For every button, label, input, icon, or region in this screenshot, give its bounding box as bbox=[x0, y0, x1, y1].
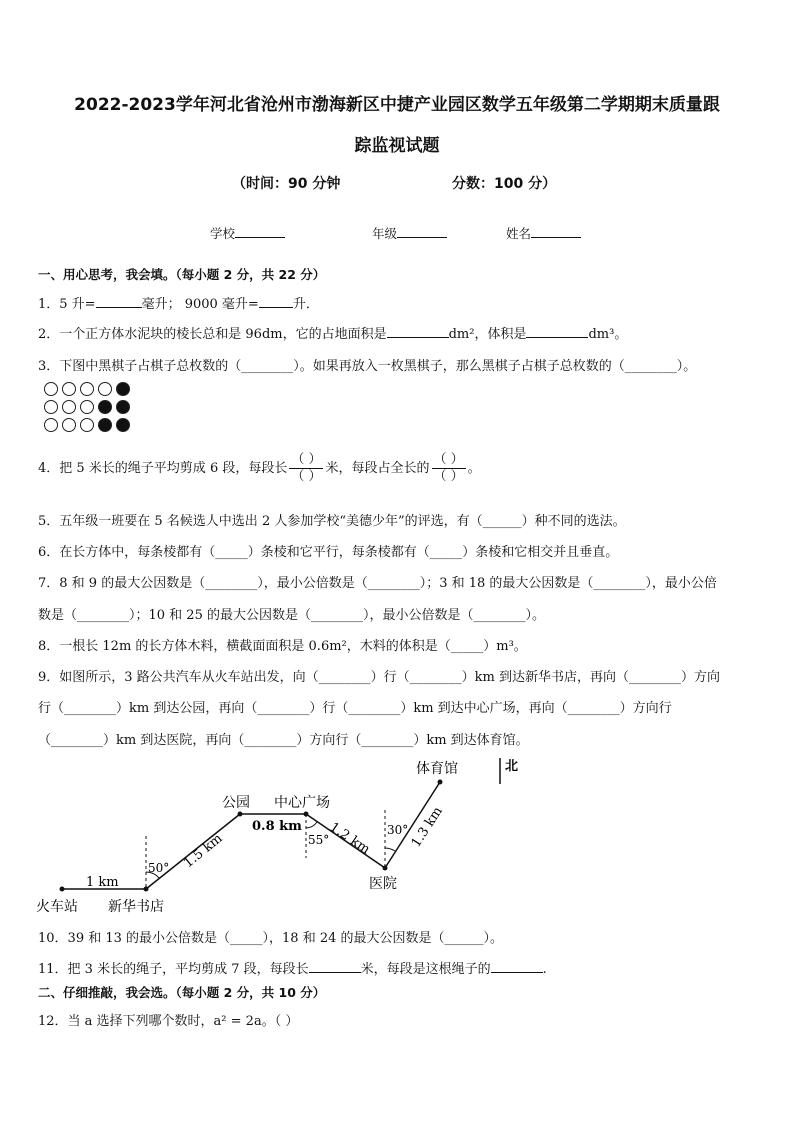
section-2-heading: 二、仔细推敲，我会选。（每小题 2 分，共 10 分） bbox=[38, 985, 326, 1000]
q11-text-a: 11．把 3 米长的绳子，平均剪成 7 段，每段长 bbox=[38, 962, 309, 977]
q4-text-b: 米，每段占全长的 bbox=[325, 461, 430, 476]
black-stone bbox=[116, 400, 130, 414]
gym-point bbox=[438, 780, 443, 785]
time-label: （时间：90 分钟 bbox=[232, 176, 341, 192]
question-10: 10．39 和 13 的最小公倍数是（_____），18 和 24 的最大公因数是（______）。 bbox=[38, 931, 504, 946]
question-3: 3．下图中黑棋子占棋子总枚数的（________）。如果再放入一枚黑棋子，那么黑棋子占棋子总枚数的（________）。 bbox=[38, 359, 697, 374]
angle-arc-3 bbox=[385, 848, 395, 851]
station-point bbox=[60, 887, 65, 892]
white-stone bbox=[44, 400, 58, 414]
question-7-line2: 数是（________）；10 和 25 的最大公因数是（________），最小公倍数是（________）。 bbox=[38, 608, 545, 623]
name-field[interactable] bbox=[531, 226, 581, 238]
park-label: 公园 bbox=[222, 795, 250, 811]
white-stone bbox=[98, 382, 112, 396]
q4-fraction-2-num[interactable]: （ ） bbox=[433, 452, 464, 467]
hospital-label: 医院 bbox=[369, 876, 397, 892]
station-label: 火车站 bbox=[36, 899, 78, 915]
school-field[interactable] bbox=[235, 226, 285, 238]
white-stone bbox=[44, 382, 58, 396]
q4-fraction-2-den[interactable]: （ ） bbox=[433, 469, 464, 484]
question-4 bbox=[38, 452, 481, 485]
q2-blank-1[interactable] bbox=[387, 325, 449, 338]
question-2 bbox=[38, 323, 627, 342]
park-point bbox=[238, 812, 243, 817]
bookstore-label: 新华书店 bbox=[108, 899, 164, 915]
white-stone bbox=[80, 418, 94, 432]
q11-text-c: . bbox=[542, 962, 547, 977]
white-stone bbox=[62, 418, 76, 432]
q11-text-b: 米，每段是这根绳子的 bbox=[360, 962, 491, 977]
black-stone bbox=[98, 400, 112, 414]
white-stone bbox=[44, 418, 58, 432]
question-12: 12．当 a 选择下列哪个数时，a² = 2a。（ ） bbox=[38, 1014, 299, 1029]
q1-text-b: 毫升； 9000 毫升= bbox=[141, 297, 259, 312]
plaza-point bbox=[304, 812, 309, 817]
question-1 bbox=[38, 293, 319, 312]
question-7-line1: 7．8 和 9 的最大公因数是（________），最小公倍数是（________）；3 和 18 的最大公因数是（________），最小公倍 bbox=[38, 576, 717, 591]
angle-label-2: 55° bbox=[308, 833, 330, 847]
bookstore-point bbox=[144, 887, 149, 892]
white-stone bbox=[80, 382, 94, 396]
q4-fraction-1-num[interactable]: （ ） bbox=[291, 452, 322, 467]
question-9-line1: 9．如图所示，3 路公共汽车从火车站出发，向（________）行（________）km 到达新华书店，再向（________）方向 bbox=[38, 670, 721, 685]
q4-fraction-2 bbox=[432, 452, 466, 485]
distance-4: 1.2 km bbox=[326, 819, 373, 858]
question-9-line2: 行（________）km 到达公园，再向（________）行（________）km 到达中心广场，再向（________）方向行 bbox=[38, 701, 672, 716]
hospital-point bbox=[383, 866, 388, 871]
distance-2: 1.5 km bbox=[181, 831, 226, 872]
q1-blank-1[interactable] bbox=[96, 295, 142, 308]
white-stone bbox=[62, 382, 76, 396]
distance-3: 0.8 km bbox=[252, 819, 302, 834]
q1-text-c: 升． bbox=[292, 297, 319, 312]
grade-field[interactable] bbox=[397, 226, 447, 238]
grade-label: 年级 bbox=[372, 226, 398, 241]
question-11 bbox=[38, 958, 547, 977]
distance-5: 1.3 km bbox=[408, 804, 446, 851]
q1-blank-2[interactable] bbox=[259, 295, 293, 308]
section-1-heading: 一、用心思考，我会填。（每小题 2 分，共 22 分） bbox=[38, 267, 326, 282]
bus-route-map bbox=[0, 748, 794, 920]
white-stone bbox=[80, 400, 94, 414]
plaza-label: 中心广场 bbox=[274, 795, 330, 811]
angle-label-1: 50° bbox=[148, 861, 170, 875]
q11-blank-1[interactable] bbox=[309, 960, 361, 973]
question-8: 8．一根长 12m 的长方体木料，横截面面积是 0.6m²，木料的体积是（_____）m³。 bbox=[38, 639, 527, 654]
black-stone bbox=[98, 418, 112, 432]
black-stone bbox=[116, 382, 130, 396]
exam-title-line1: 2022-2023学年河北省沧州市渤海新区中捷产业园区数学五年级第二学期期末质量跟 bbox=[74, 95, 720, 115]
q4-text-c: 。 bbox=[467, 461, 481, 476]
black-stone bbox=[116, 418, 130, 432]
north-label: 北 bbox=[505, 759, 519, 774]
question-9-line3: （________）km 到达医院，再向（________）方向行（________）km 到达体育馆。 bbox=[38, 733, 529, 748]
exam-title-line2: 踪监视试题 bbox=[354, 136, 440, 156]
question-6: 6．在长方体中，每条棱都有（_____）条棱和它平行，每条棱都有（_____）条棱和它相交并且垂直。 bbox=[38, 545, 619, 560]
score-label: 分数：100 分） bbox=[452, 176, 557, 192]
angle-label-3: 30° bbox=[387, 823, 409, 837]
q4-fraction-1-den[interactable]: （ ） bbox=[291, 469, 322, 484]
q4-text-a: 4．把 5 米长的绳子平均剪成 6 段，每段长 bbox=[38, 461, 288, 476]
white-stone bbox=[62, 400, 76, 414]
question-5: 5．五年级一班要在 5 名候选人中选出 2 人参加学校“美德少年”的评选，有（______）种不同的选法。 bbox=[38, 514, 626, 529]
q2-text-a: 2．一个正方体水泥块的棱长总和是 96dm，它的占地面积是 bbox=[38, 327, 387, 342]
name-label: 姓名 bbox=[506, 226, 532, 241]
q11-blank-2[interactable] bbox=[491, 960, 543, 973]
q2-blank-2[interactable] bbox=[526, 325, 588, 338]
q2-text-b: dm²，体积是 bbox=[448, 327, 527, 342]
distance-1: 1 km bbox=[86, 875, 119, 890]
q1-text-a: 1．5 升= bbox=[38, 297, 96, 312]
q4-fraction-1 bbox=[289, 452, 323, 485]
q2-text-c: dm³。 bbox=[588, 327, 628, 342]
angle-arc-2 bbox=[306, 822, 317, 828]
gym-label: 体育馆 bbox=[416, 761, 458, 777]
school-label: 学校 bbox=[210, 226, 236, 241]
